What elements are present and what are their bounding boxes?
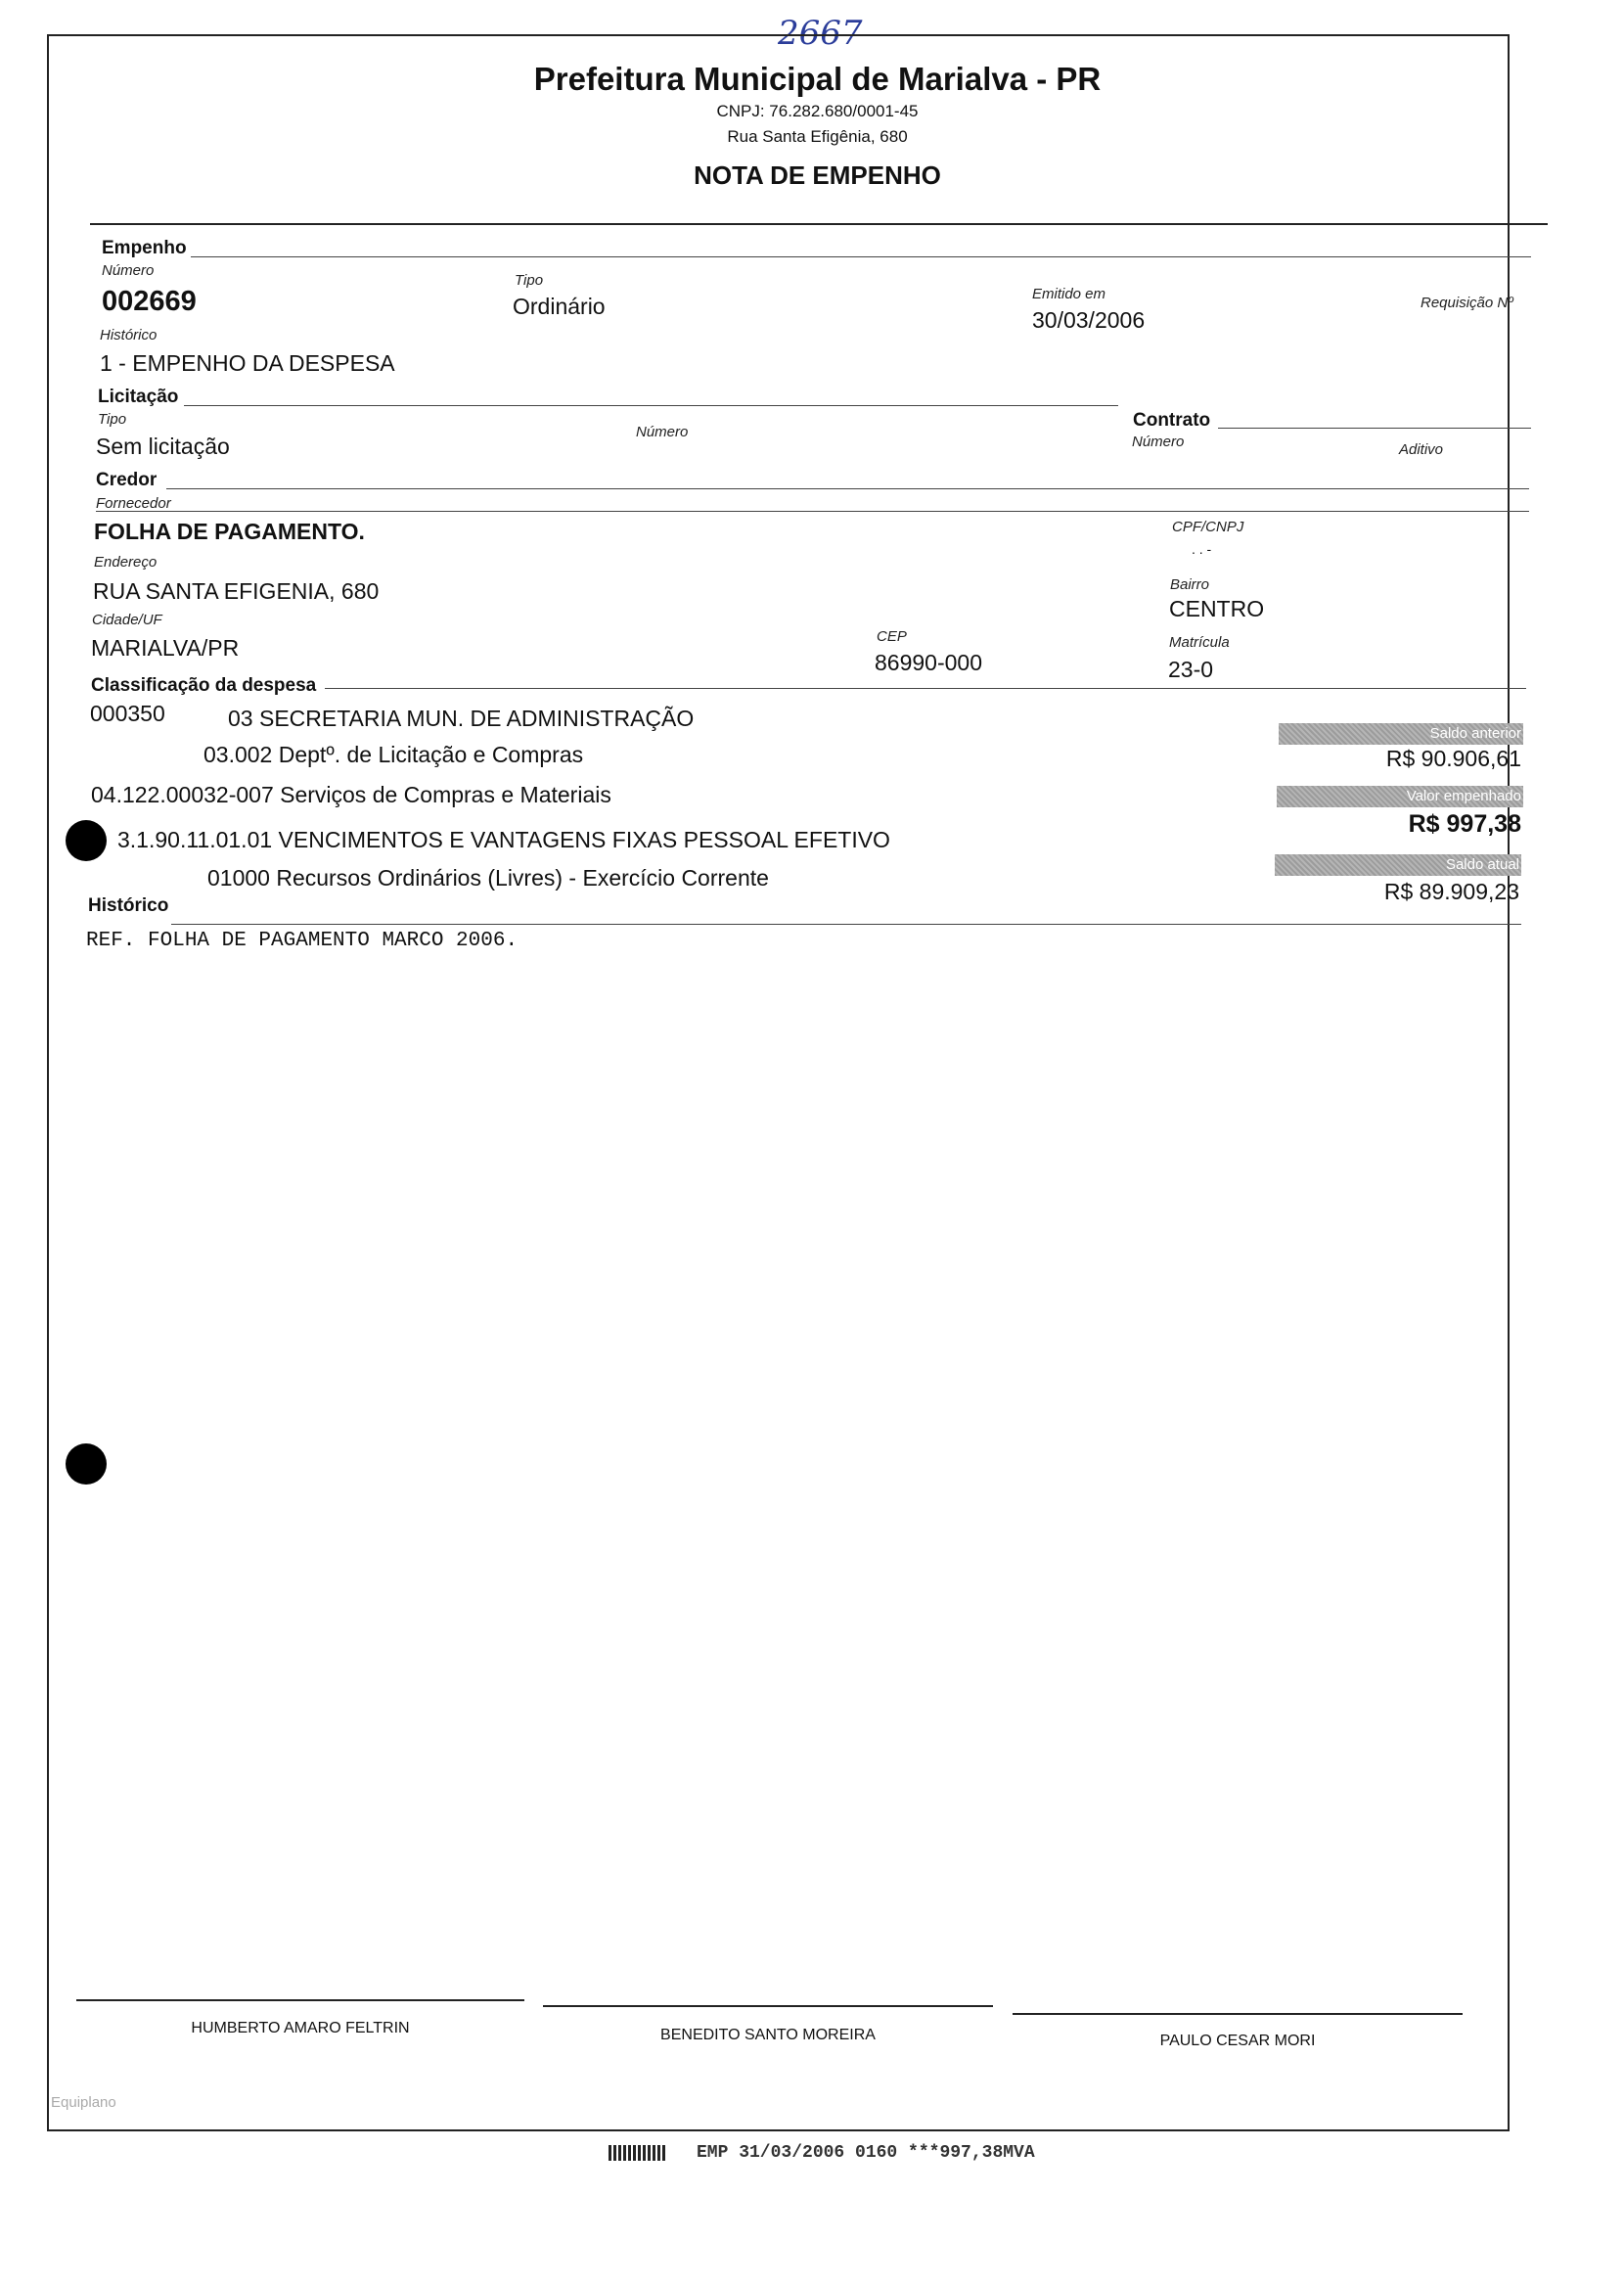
classificacao-code: 000350 xyxy=(90,701,165,726)
licitacao-numero-label: Número xyxy=(636,424,689,440)
valor-empenhado-label: Valor empenhado xyxy=(1277,786,1523,807)
contrato-section-label: Contrato xyxy=(1133,410,1211,431)
cpf-cnpj-label: CPF/CNPJ xyxy=(1172,519,1244,535)
cnpj-text: CNPJ: 76.282.680/0001-45 xyxy=(716,102,919,120)
empenho-tipo: Ordinário xyxy=(513,294,606,319)
historico-text: REF. FOLHA DE PAGAMENTO MARCO 2006. xyxy=(86,930,519,952)
saldo-atual-label: Saldo atual xyxy=(1275,854,1521,876)
requisicao-label: Requisição Nº xyxy=(1421,295,1513,311)
emitido-label: Emitido em xyxy=(1032,286,1106,302)
fornecedor-name: FOLHA DE PAGAMENTO. xyxy=(94,519,365,544)
validation-stamp: EMP 31/03/2006 0160 ***997,38MVA xyxy=(697,2143,1035,2163)
matricula-value: 23-0 xyxy=(1168,657,1214,682)
cep-value: 86990-000 xyxy=(875,650,982,675)
page-title: Prefeitura Municipal de Marialva - PR xyxy=(533,61,1102,97)
punch-hole-top xyxy=(66,820,107,861)
contrato-numero-label: Número xyxy=(1132,434,1185,450)
signature-line-1 xyxy=(76,1999,524,2001)
classificacao-line4: 3.1.90.11.01.01 VENCIMENTOS E VANTAGENS FIXAS PESSOAL EFETIVO xyxy=(117,827,890,852)
classificacao-section-label: Classificação da despesa xyxy=(91,675,317,696)
bairro-label: Bairro xyxy=(1170,576,1210,593)
contrato-aditivo-label: Aditivo xyxy=(1399,441,1444,458)
punch-hole-bottom xyxy=(66,1443,107,1485)
matricula-label: Matrícula xyxy=(1169,634,1230,651)
licitacao-section-label: Licitação xyxy=(98,387,179,407)
empenho-divider xyxy=(191,256,1531,257)
licitacao-tipo-label: Tipo xyxy=(98,411,127,428)
software-label: Equiplano xyxy=(51,2094,116,2111)
document-title: NOTA DE EMPENHO xyxy=(694,160,941,190)
cpf-cnpj-value: . . - xyxy=(1192,541,1212,557)
signature-line-3 xyxy=(1013,2013,1463,2015)
document-frame xyxy=(47,34,1510,2131)
endereco-value: RUA SANTA EFIGENIA, 680 xyxy=(93,578,380,604)
fornecedor-label: Fornecedor xyxy=(96,495,171,512)
licitacao-tipo: Sem licitação xyxy=(96,434,230,459)
address-text: Rua Santa Efigênia, 680 xyxy=(727,127,908,146)
empenho-tipo-label: Tipo xyxy=(515,272,544,289)
empenho-historico-label: Histórico xyxy=(100,327,158,343)
classificacao-divider xyxy=(325,688,1526,689)
saldo-anterior-value: R$ 90.906,61 xyxy=(1385,746,1521,771)
empenho-historico: 1 - EMPENHO DA DESPESA xyxy=(100,350,395,376)
cep-label: CEP xyxy=(877,628,907,645)
historico-divider xyxy=(171,924,1521,925)
historico-section-label: Histórico xyxy=(88,895,169,916)
handwritten-page-number: 2667 xyxy=(778,14,863,53)
bairro-value: CENTRO xyxy=(1169,596,1265,621)
saldo-atual-value: R$ 89.909,23 xyxy=(1383,879,1519,904)
credor-section-label: Credor xyxy=(96,470,158,490)
classificacao-line3: 04.122.00032-007 Serviços de Compras e Materiais xyxy=(91,782,611,807)
barcode-icon xyxy=(609,2145,667,2161)
contrato-divider xyxy=(1218,428,1531,429)
classificacao-line1: 03 SECRETARIA MUN. DE ADMINISTRAÇÃO xyxy=(228,706,695,731)
header xyxy=(47,61,1510,191)
signature-name-1: HUMBERTO AMARO FELTRIN xyxy=(191,2020,410,2036)
signature-name-2: BENEDITO SANTO MOREIRA xyxy=(660,2027,876,2043)
cidade-label: Cidade/UF xyxy=(92,612,162,628)
emitido-date: 30/03/2006 xyxy=(1032,307,1146,333)
credor-divider xyxy=(166,488,1529,489)
classificacao-line5: 01000 Recursos Ordinários (Livres) - Exercício Corrente xyxy=(207,865,769,891)
valor-empenhado-value: R$ 997,38 xyxy=(1408,810,1521,838)
empenho-section-label: Empenho xyxy=(102,238,187,258)
signature-name-3: PAULO CESAR MORI xyxy=(1159,2033,1316,2049)
endereco-label: Endereço xyxy=(94,554,158,571)
empenho-numero-label: Número xyxy=(102,262,155,279)
classificacao-line2: 03.002 Deptº. de Licitação e Compras xyxy=(203,742,584,767)
signature-line-2 xyxy=(543,2005,993,2007)
saldo-anterior-label: Saldo anterior xyxy=(1279,723,1523,745)
cidade-value: MARIALVA/PR xyxy=(91,635,240,661)
header-divider xyxy=(90,223,1548,225)
credor-divider-2 xyxy=(96,511,1529,512)
empenho-numero: 002669 xyxy=(102,286,197,317)
licitacao-divider xyxy=(184,405,1118,406)
